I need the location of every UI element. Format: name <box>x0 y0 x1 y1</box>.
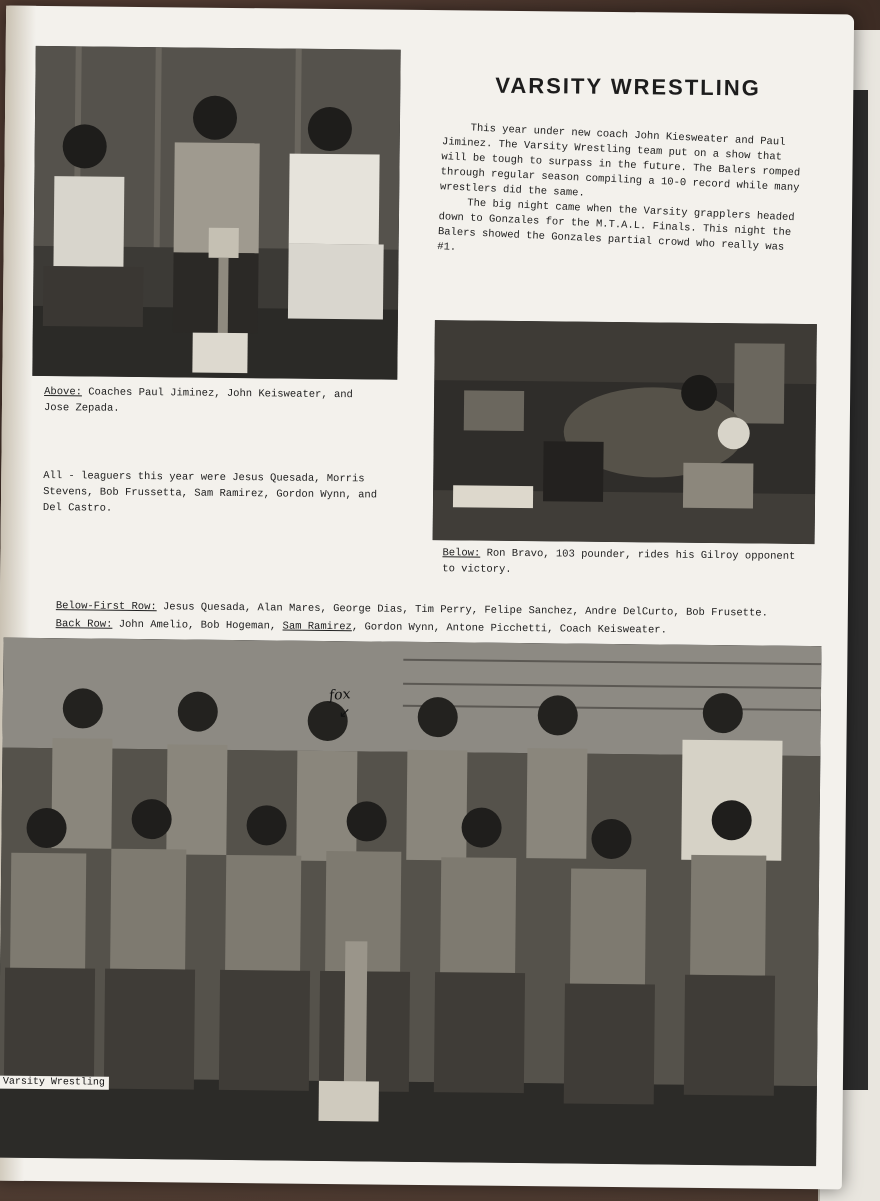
match-photo-image <box>433 320 817 544</box>
coaches-photo-image <box>32 46 400 380</box>
match-photo <box>433 320 817 544</box>
back-row-text-1: John Amelio, Bob Hogeman, <box>118 618 277 633</box>
back-row-text-2: , Gordon Wynn, Antone Picchetti, Coach Keisweater. <box>351 621 667 637</box>
handwritten-arrow-icon: ↙ <box>338 706 351 722</box>
match-caption-label: Below: <box>442 547 481 560</box>
match-caption <box>442 545 812 581</box>
coaches-photo <box>32 46 400 380</box>
coaches-caption <box>44 384 374 419</box>
page-title: VARSITY WRESTLING <box>495 72 761 101</box>
all-leaguers-text: All - leaguers this year were Jesus Quesada, Morris Stevens, Bob Frussetta, Sam Ramirez, Gordon Wynn, and Del Castro. <box>42 470 378 515</box>
coaches-caption-text: Coaches Paul Jiminez, John Keisweater, and Jose Zepada. <box>43 386 353 415</box>
team-photo <box>0 638 822 1167</box>
back-row-label: Back Row: <box>55 618 113 631</box>
yearbook-page <box>0 6 854 1190</box>
match-caption-text: Ron Bravo, 103 pounder, rides his Gilroy opponent to victory. <box>442 547 796 576</box>
first-row-text: Jesus Quesada, Alan Mares, George Dias, Tim Perry, Felipe Sanchez, Andre DelCurto, Bob Frusette. <box>162 601 768 620</box>
handwritten-note: fox <box>328 686 352 705</box>
team-photo-image <box>0 638 822 1167</box>
story-paragraph-2: The big night came when the Varsity grapplers headed down to Gonzales for the M.T.A.L. Finals. This night the Balers showed the Gonzales partial crowd who really was #1. <box>436 197 795 254</box>
story-text <box>437 120 803 271</box>
first-row-label: Below-First Row: <box>55 600 157 614</box>
back-row-highlight: Sam Ramirez <box>282 620 352 634</box>
coaches-caption-label: Above: <box>44 386 83 399</box>
story-paragraph-1: This year under new coach John Kiesweater and Paul Jiminez. The Varsity Wrestling team put on a show that will be tough to surpass in the future. The Balers romped through regular season compiling a 10-0 record while many wrestlers did the same. <box>439 122 801 200</box>
team-photo-label: Varsity Wrestling <box>0 1076 109 1090</box>
